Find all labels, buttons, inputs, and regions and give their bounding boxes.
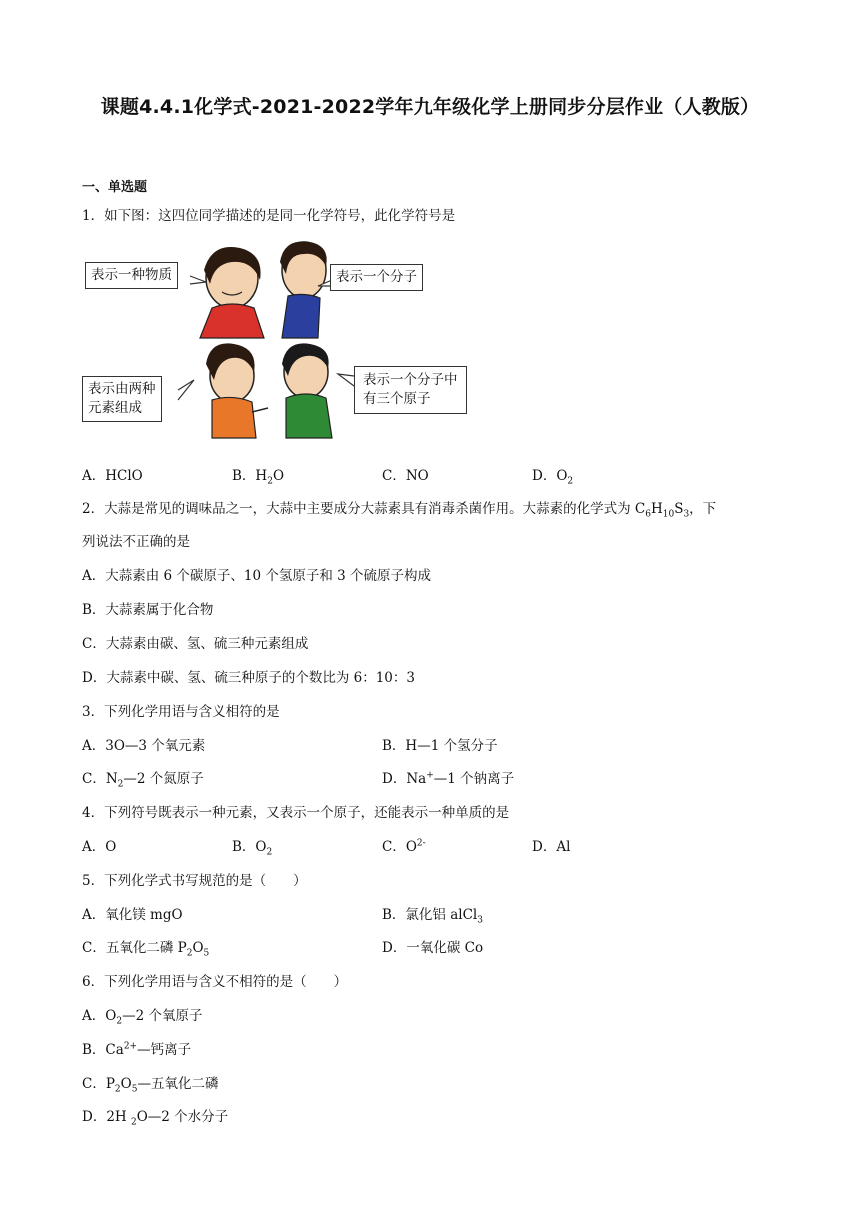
section-heading: 一、单选题 (82, 180, 148, 195)
q4-option-b: B．$O_2$ (232, 839, 273, 858)
student-figure-2 (280, 241, 327, 338)
speech-bubble-4-line-2: 有三个原子 (363, 391, 431, 407)
q6-option-c: C．$P_2O_5—$五氧化二磷 (82, 1076, 219, 1095)
q2-option-d: D．大蒜素中碳、氢、硫三种原子的个数比为 6：10：3 (82, 670, 415, 686)
speech-bubble-3-line-1: 表示由两种 (88, 381, 156, 397)
student-figure-1 (200, 247, 264, 338)
q1-option-b: B．$H_2O$ (232, 468, 285, 487)
question-3-stem: 3．下列化学用语与含义相符的是 (82, 704, 280, 720)
q3-option-c: C．$N_2—2$ 个氮原子 (82, 771, 204, 790)
q2-option-b: B．大蒜素属于化合物 (82, 602, 214, 618)
q3-option-a: A．3O—3 个氧元素 (82, 738, 206, 754)
q4-option-d: D．Al (532, 839, 571, 855)
speech-bubble-3 (82, 376, 162, 422)
cartoon-figure (82, 240, 492, 442)
q1-option-c: C．NO (382, 468, 429, 484)
speech-bubble-3-line-2: 元素组成 (88, 400, 142, 416)
q5-option-a: A．氧化镁 mgO (82, 907, 183, 923)
q2-option-a: A．大蒜素由 6 个碳原子、10 个氢原子和 3 个硫原子构成 (82, 568, 432, 584)
question-2-stem-line-1: 2．大蒜是常见的调味品之一，大蒜中主要成分大蒜素具有消毒杀菌作用。大蒜素的化学式为 $C_6H_{10}S_3$，下 (82, 501, 717, 520)
q5-option-b: B．氯化铝 alCl$_3$ (382, 907, 483, 926)
q6-option-a: A．$O_2—2$ 个氧原子 (82, 1008, 203, 1027)
speech-bubble-4-line-1: 表示一个分子中 (363, 372, 458, 388)
q5-option-c: C．五氧化二磷 $P_2O_5$ (82, 940, 210, 959)
speech-bubble-1: 表示一种物质 (85, 262, 178, 289)
q2-option-c: C．大蒜素由碳、氢、硫三种元素组成 (82, 636, 309, 652)
question-5-stem: 5．下列化学式书写规范的是（ ） (82, 873, 307, 889)
q4-option-a: A．O (82, 839, 117, 855)
q4-option-c: C．$O^{2-}$ (382, 838, 426, 855)
student-figure-3 (206, 343, 268, 438)
page-title: 课题4.4.1化学式-2021-2022学年九年级化学上册同步分层作业（人教版） (100, 96, 760, 118)
question-2-stem-line-2: 列说法不正确的是 (82, 534, 190, 550)
q5-option-d: D．一氧化碳 Co (382, 940, 484, 956)
q6-option-b: B．$Ca^{2+}—$钙离子 (82, 1041, 192, 1058)
q1-option-a: A．HClO (82, 468, 143, 484)
speech-bubble-4 (354, 366, 467, 414)
q3-option-b: B．H—1 个氢分子 (382, 738, 498, 754)
q3-option-d: D．Na+—1 个钠离子 (382, 770, 515, 787)
question-6-stem: 6．下列化学用语与含义不相符的是（ ） (82, 974, 348, 990)
question-4-stem: 4．下列符号既表示一种元素，又表示一个原子，还能表示一种单质的是 (82, 805, 510, 821)
student-figure-4 (282, 343, 332, 438)
question-1-stem: 1．如下图：这四位同学描述的是同一化学符号，此化学符号是 (82, 208, 456, 224)
speech-bubble-2: 表示一个分子 (330, 264, 423, 291)
q6-option-d: D．2H $_2$O—2 个水分子 (82, 1109, 229, 1128)
q1-option-d: D．$O_2$ (532, 468, 574, 487)
